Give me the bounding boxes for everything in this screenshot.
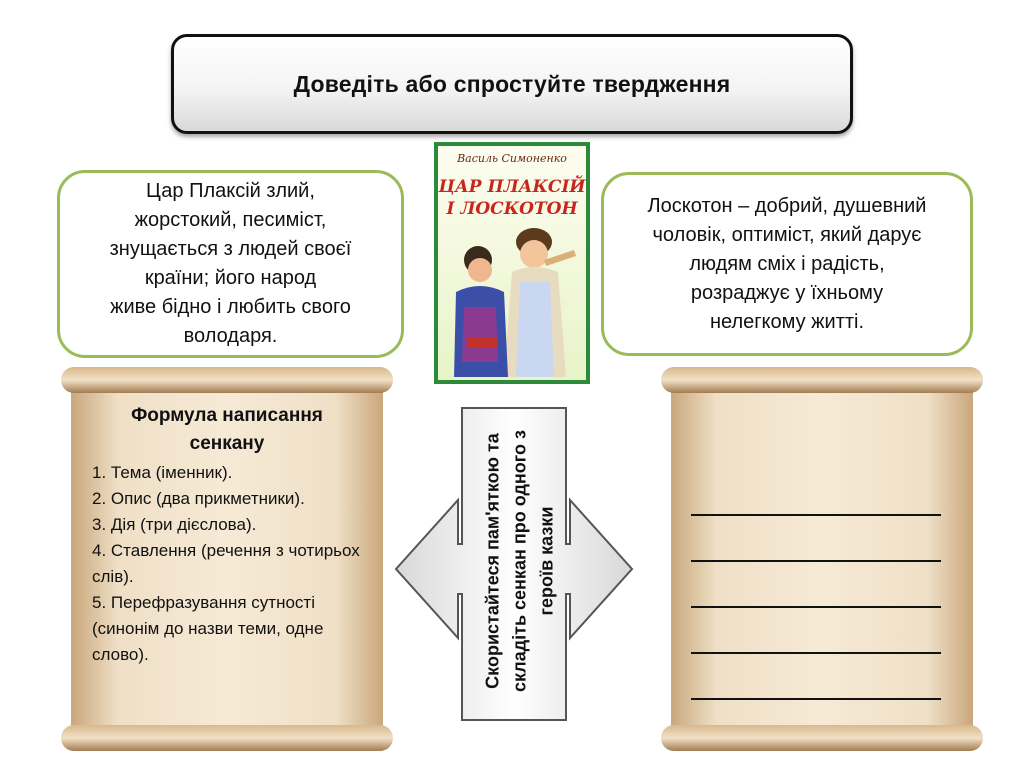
formula-heading: Формула написання сенкану xyxy=(131,405,323,454)
book-title-line2: І ЛОСКОТОН xyxy=(446,199,578,219)
book-title-line1: ЦАР ПЛАКСІЙ xyxy=(438,177,586,197)
instruction-text: Скористайтеся пам'яткою та складіть сенкан про одного з героїв казки xyxy=(482,430,557,692)
formula-item: 5. Перефразування сутності (синонім до назви теми, одне слово). xyxy=(92,593,324,664)
answer-lines xyxy=(691,470,941,700)
answer-line[interactable] xyxy=(691,562,941,608)
formula-item: 2. Опис (два прикметники). xyxy=(92,489,305,508)
book-cover-image xyxy=(434,142,590,384)
formula-item: 1. Тема (іменник). xyxy=(92,463,233,482)
page-title: Доведіть або спростуйте твердження xyxy=(293,70,731,97)
statement-left: Цар Плаксій злий, жорстокий, песиміст, знущається з людей своєї країни; його народ живе бідно і любить свого володаря. xyxy=(57,170,404,358)
formula-item: 3. Дія (три дієслова). xyxy=(92,515,257,534)
answer-line[interactable] xyxy=(691,608,941,654)
formula-block xyxy=(92,402,362,668)
instruction-text-container xyxy=(460,408,580,714)
answer-line[interactable] xyxy=(691,654,941,700)
answer-line[interactable] xyxy=(691,516,941,562)
formula-item: 4. Ставлення (речення з чотирьох слів). xyxy=(92,541,360,586)
statement-right: Лоскотон – добрий, душевний чоловік, оптиміст, який дарує людям сміх і радість, розраджує у їхньому нелегкому житті. xyxy=(601,172,973,356)
answer-line[interactable] xyxy=(691,470,941,516)
book-author: Василь Симоненко xyxy=(457,152,567,165)
title-banner xyxy=(171,34,853,134)
